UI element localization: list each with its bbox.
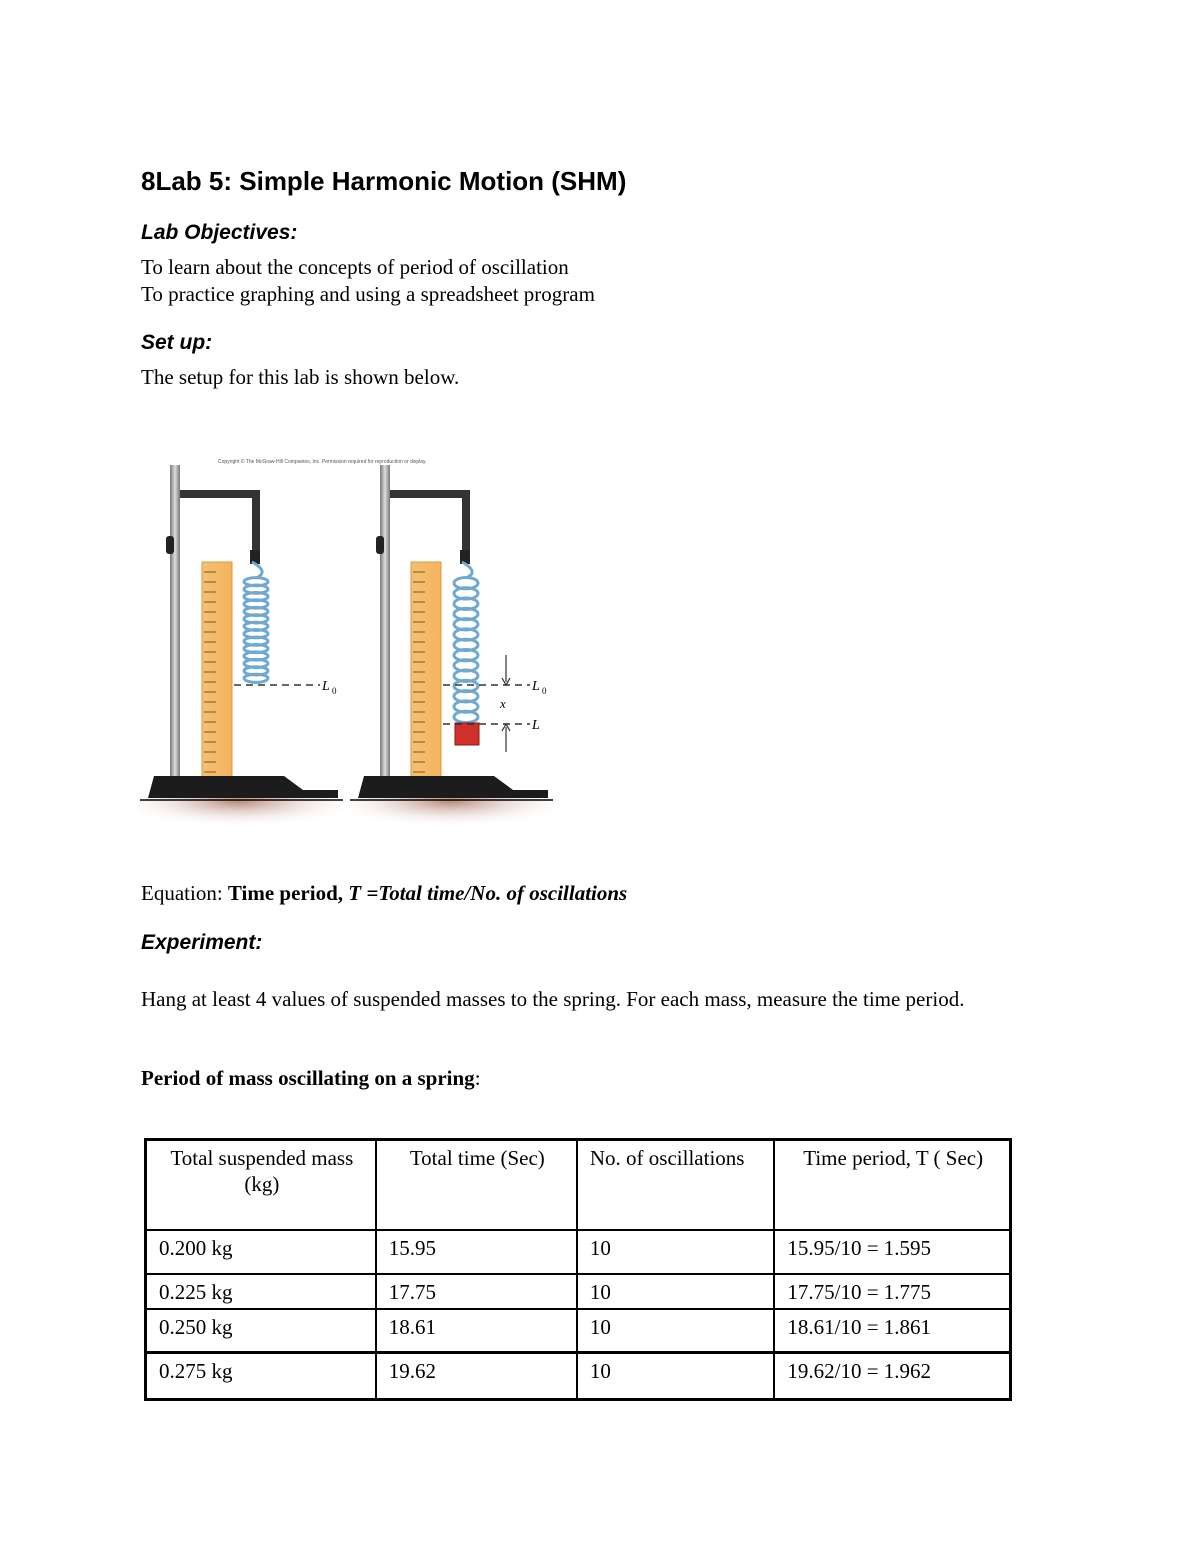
- table-row: [146, 1309, 1011, 1353]
- table-heading-colon: :: [474, 1066, 481, 1090]
- label-l0-sub-right: 0: [542, 686, 547, 696]
- setup-text: The setup for this lab is shown below.: [141, 365, 460, 389]
- cell-time: 15.95: [376, 1230, 577, 1274]
- label-l0-sub-left: 0: [332, 686, 337, 696]
- equation-bold: Time period,: [227, 881, 349, 905]
- header-total-time: Total time (Sec): [376, 1140, 577, 1230]
- label-l0-left: L: [322, 679, 330, 694]
- table-row: [146, 1353, 1011, 1400]
- stand-right: [345, 465, 555, 832]
- cell-oscillations: 10: [577, 1309, 774, 1353]
- cell-period: 17.75/10 = 1.775: [774, 1274, 1010, 1309]
- setup-heading: Set up:: [141, 331, 213, 354]
- objective-2: To practice graphing and using a spreadsheet program: [141, 282, 595, 306]
- cell-mass: 0.250 kg: [146, 1309, 376, 1353]
- header-mass: Total suspended mass (kg): [146, 1140, 376, 1230]
- equation-formula: T =Total time/No. of oscillations: [348, 881, 628, 905]
- cell-mass: 0.225 kg: [146, 1274, 376, 1309]
- cell-time: 17.75: [376, 1274, 577, 1309]
- table-heading-text: Period of mass oscillating on a spring: [141, 1066, 475, 1090]
- cell-mass: 0.200 kg: [146, 1230, 376, 1274]
- experiment-text: Hang at least 4 values of suspended masses to the spring. For each mass, measure the time period.: [141, 987, 965, 1011]
- spring-setup-figure: [138, 450, 558, 840]
- cell-oscillations: 10: [577, 1274, 774, 1309]
- table-heading: [141, 1064, 481, 1092]
- page-title: 8Lab 5: Simple Harmonic Motion (SHM): [141, 166, 627, 196]
- header-oscillations: No. of oscillations: [577, 1140, 774, 1230]
- label-x: x: [500, 696, 506, 711]
- table-row: [146, 1230, 1011, 1274]
- cell-period: 19.62/10 = 1.962: [774, 1353, 1010, 1400]
- experiment-heading: Experiment:: [141, 931, 263, 954]
- header-period: Time period, T ( Sec): [774, 1140, 1010, 1230]
- label-l0-right: L: [532, 679, 540, 694]
- period-table: [144, 1138, 1012, 1401]
- cell-mass: 0.275 kg: [146, 1353, 376, 1400]
- table-row: [146, 1274, 1011, 1309]
- cell-time: 19.62: [376, 1353, 577, 1400]
- cell-time: 18.61: [376, 1309, 577, 1353]
- objectives-heading: Lab Objectives:: [141, 221, 298, 244]
- table-header-row: [146, 1140, 1011, 1230]
- equation-prefix: Equation:: [141, 881, 228, 905]
- cell-period: 15.95/10 = 1.595: [774, 1230, 1010, 1274]
- cell-oscillations: 10: [577, 1353, 774, 1400]
- figure-copyright: Copyright © The McGraw-Hill Companies, Inc. Permission required for reproduction or display.: [218, 459, 427, 465]
- cell-period: 18.61/10 = 1.861: [774, 1309, 1010, 1353]
- cell-oscillations: 10: [577, 1230, 774, 1274]
- equation-line: [141, 879, 627, 907]
- stand-left: [138, 465, 343, 832]
- label-l: L: [532, 718, 540, 733]
- objective-1: To learn about the concepts of period of oscillation: [141, 255, 569, 279]
